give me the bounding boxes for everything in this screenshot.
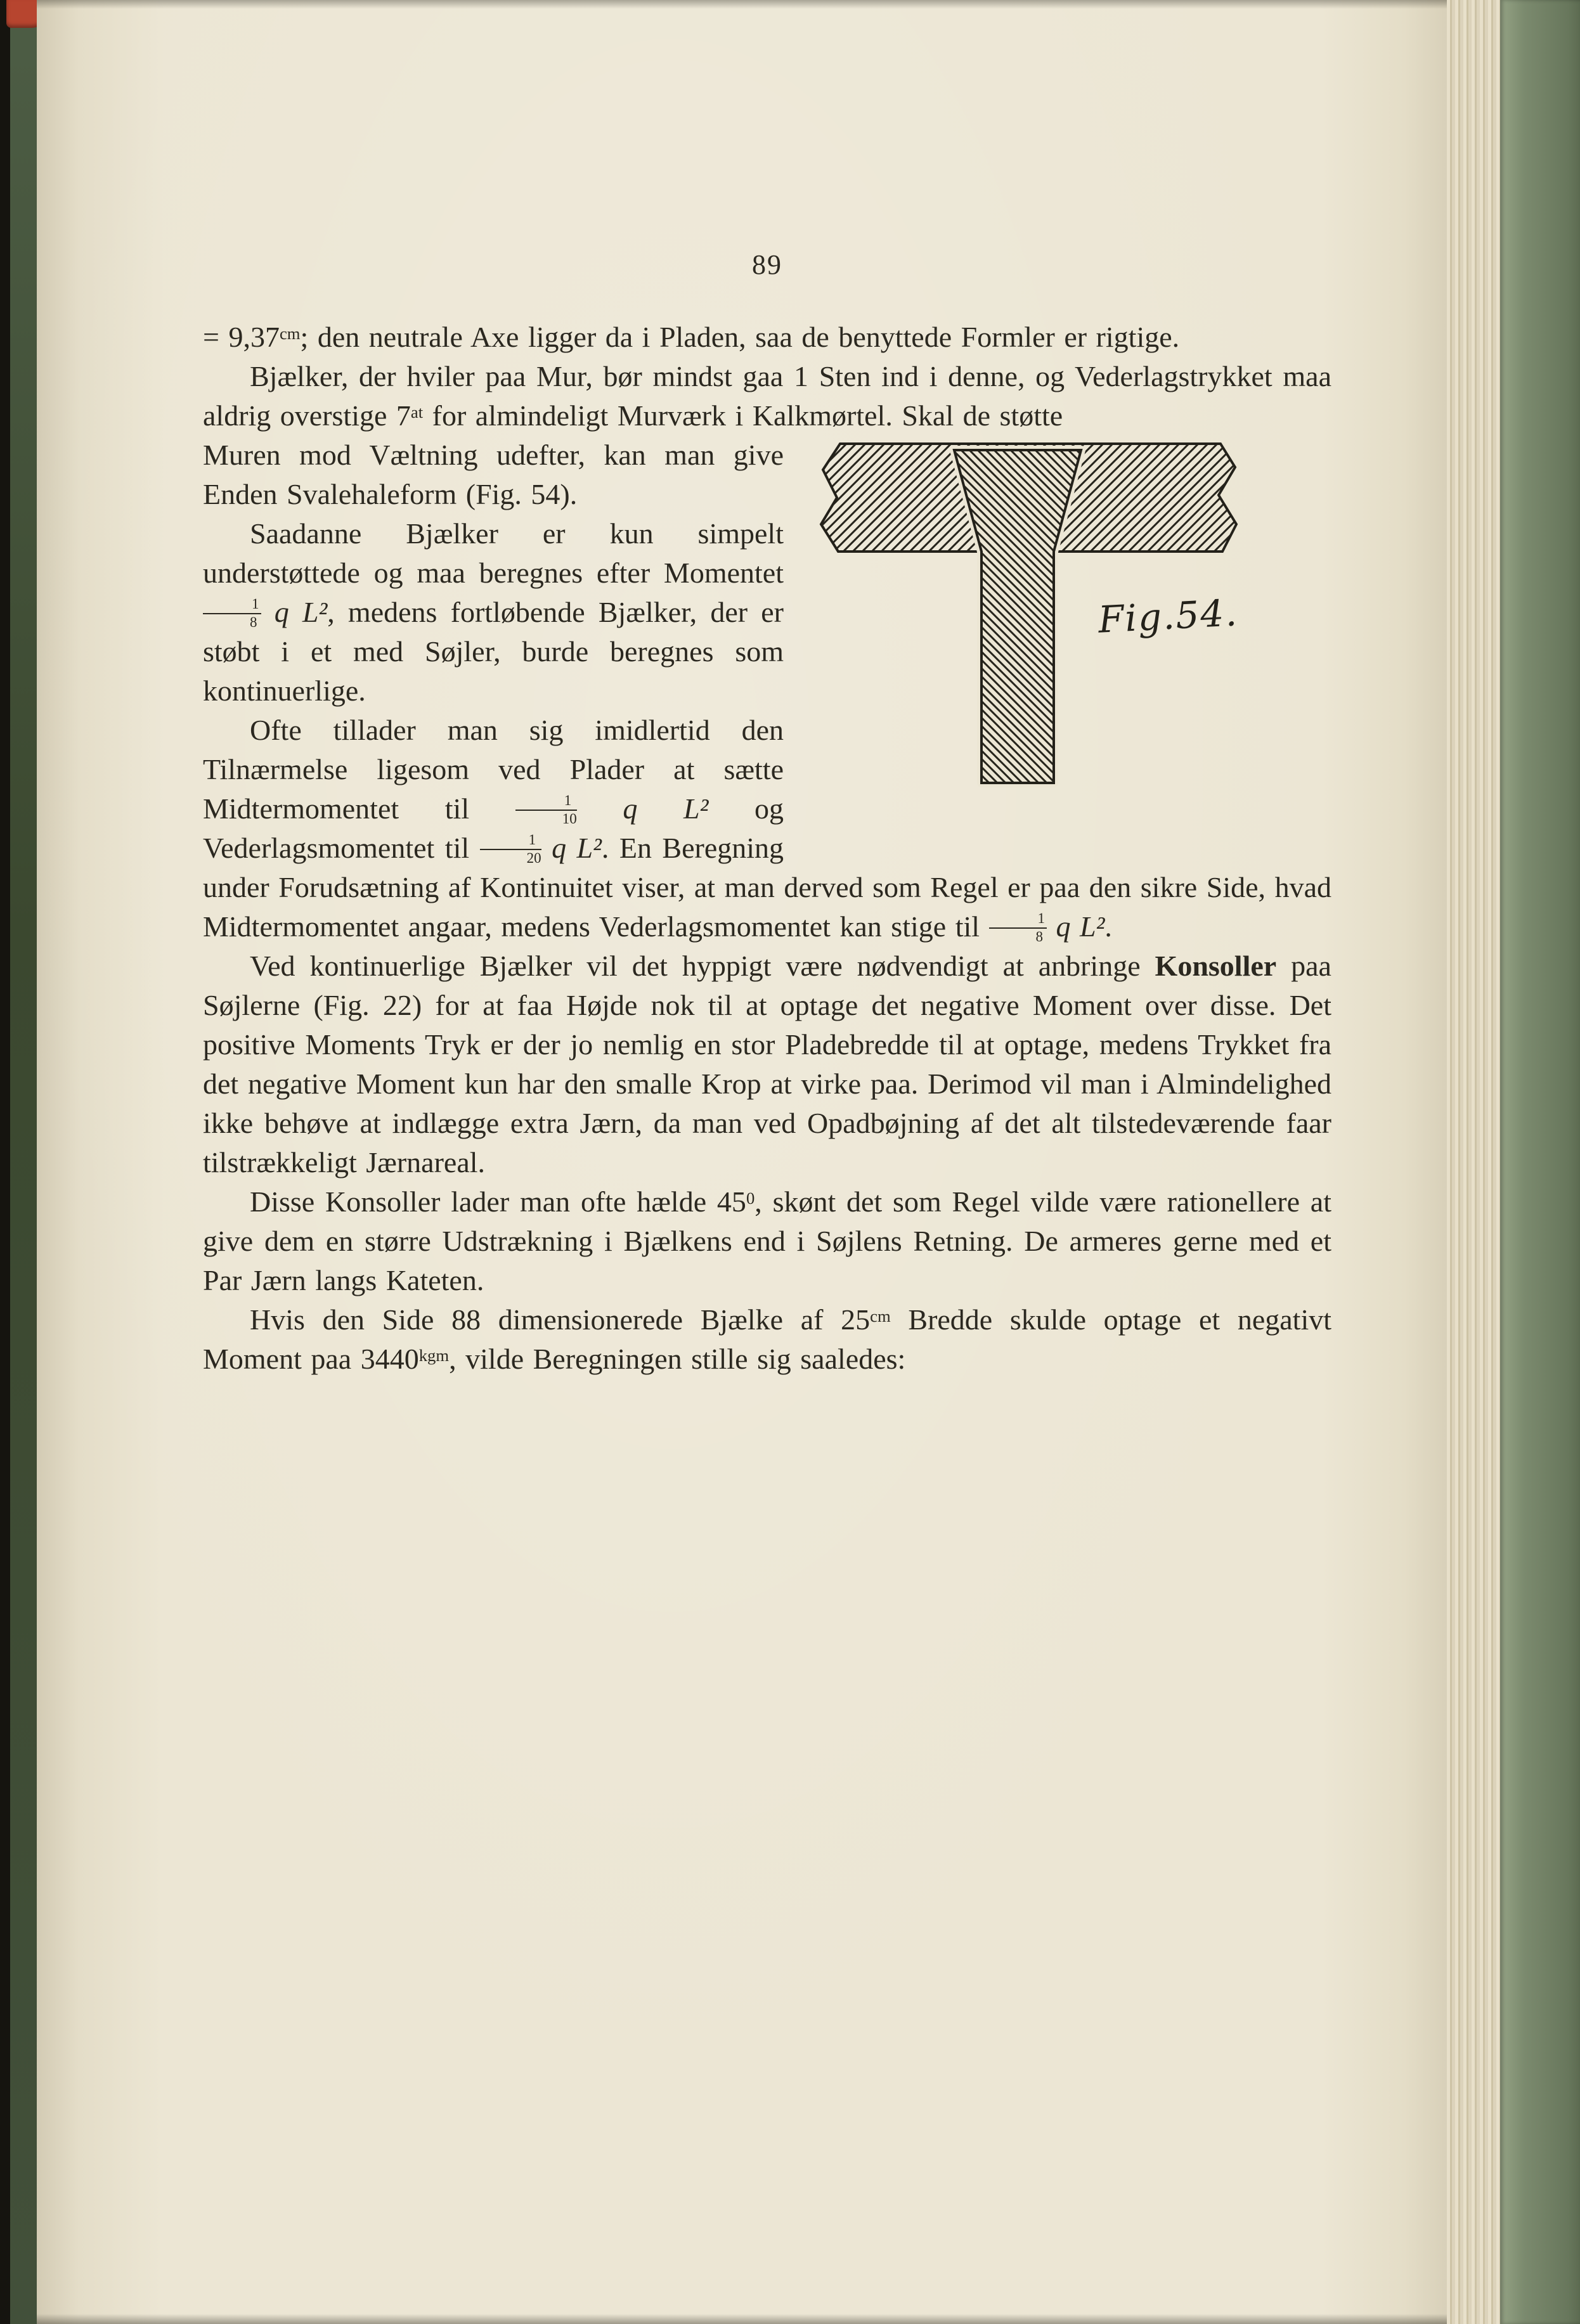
left-edge-shadow	[0, 0, 10, 2324]
book-cover-spine	[10, 0, 37, 2324]
paragraph-3: Saadanne Bjælker er kun simpelt understøttede og maa beregnes efter Momentet $\frac{1}{8}$ q L², medens fortløbende Bjælker, der er støbt i et med Søjler, burde beregnes som kontinuerlige.	[203, 517, 784, 707]
book-cover-right	[1500, 0, 1580, 2324]
paragraph-6: Disse Konsoller lader man ofte hælde $45^0$, skønt det som Regel vilde være rationellere at give dem en større Udstrækning i Bjælkens end i Søjlens Retning. De armeres gerne med et Par Jærn langs Kateten.	[203, 1185, 1332, 1296]
paragraph-5: Ved kontinuerlige Bjælker vil det hyppigt være nødvendigt at anbringe Konsoller paa Søjlerne (Fig. 22) for at faa Højde nok til at optage det negative Moment over disse. Det positive Moments Tryk er der jo nemlig en stor Pladebredde til at optage, medens Trykket fra det negative Moment kun har den smalle Krop at virke paa. Derimod vil man i Almindelighed ikke behøve at indlægge extra Jærn, da man ved Opadbøjning af det alt tilstedeværende faar tilstrækkeligt Jærnareal.	[203, 950, 1331, 1178]
page-stack-edges	[1447, 0, 1500, 2324]
figure-54	[812, 441, 1331, 835]
paragraph-2b: Fig.54. Muren mod Væltning udefter, kan man give Enden Svalehaleform (Fig. 54).	[203, 436, 1331, 514]
page-number: 89	[752, 249, 782, 280]
figure-caption: Fig.54.	[1097, 591, 1240, 642]
beam-dovetail-stem	[954, 450, 1081, 783]
paragraph-7: Hvis den Side 88 dimensionerede Bjælke af $25^{cm}$ Bredde skulde optage et negativt Moment paa $3440^{kgm}$, vilde Beregningen stille sig saaledes:	[203, 1303, 1332, 1375]
beam-diagram-svg	[812, 441, 1331, 835]
paragraph-4: Ofte tillader man sig imidlertid den Tilnærmelse ligesom ved Plader at sætte Midtermomentet til $\frac{1}{10}$ q L² og Vederlagsmomentet til $\frac{1}{20}$ q L². En Beregning under Forudsætning af Kontinuitet viser, at man derved som Regel er paa den sikre Side, hvad Midtermomentet angaar, medens Vederlagsmomentet kan stige til $\frac{1}{8}$ q L².	[203, 714, 1331, 945]
paragraph-1: = $9,37^{cm}$; den neutrale Axe ligger da i Pladen, saa de benyttede Formler er rigtige.	[203, 321, 1180, 353]
book-page	[37, 0, 1447, 2324]
paragraph-2a: Bjælker, der hviler paa Mur, bør mindst gaa 1 Sten ind i denne, og Vederlagstrykket maa aldrig overstige $7^{at}$ for almindeligt Murværk i Kalkmørtel. Skal de støtte	[203, 360, 1331, 432]
